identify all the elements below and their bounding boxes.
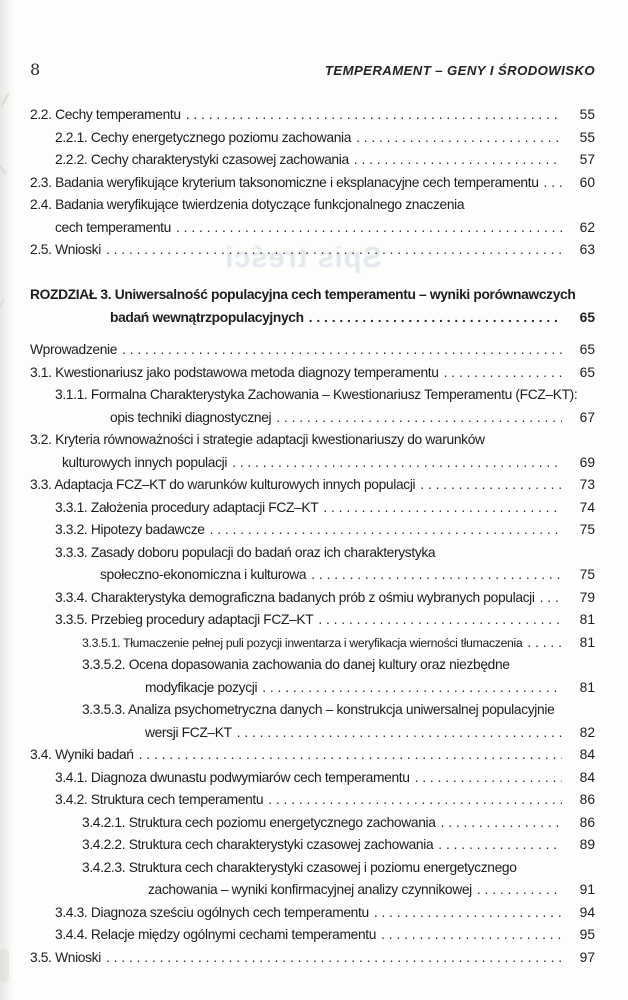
toc-page-ref: 82 [579,724,595,740]
dot-leader [354,149,562,172]
toc-page-ref: 86 [579,814,595,830]
toc-row-continuation [30,879,595,902]
toc-entry-text: 3.3.2. Hipotezy badawcze [55,522,205,537]
toc-row [30,497,595,520]
toc-page-ref: 95 [579,927,595,942]
toc-page-ref: 55 [579,107,595,122]
dot-leader [444,362,562,385]
scan-edge-shadow [0,0,14,1000]
toc-page-ref: 55 [579,129,595,145]
scan-artifact [0,948,9,982]
toc-entry-text: 2.5. Wnioski [30,242,101,257]
toc-entry-text: 2.2.1. Cechy energetycznego poziomu zachowania [55,129,352,145]
dot-leader [106,239,562,262]
toc-row [30,857,595,880]
toc-page-ref: 81 [579,612,595,627]
toc-row [30,127,595,150]
toc-row [30,902,595,925]
toc-entry-text: 2.2. Cechy temperamentu [30,107,181,122]
chapter-heading-row [30,307,595,330]
toc-entry-text: społeczno-ekonomiczna i kulturowa [100,567,307,582]
toc-entry-text: 3.4.2.1. Struktura cech poziomu energetycznego zachowania [82,814,436,830]
toc-entry-text: 3.1. Kwestionariusz jako podstawowa metoda diagnozy temperamentu [30,364,439,380]
toc-row [30,699,595,722]
toc-page-ref: 67 [579,409,595,425]
toc-entry-text: 2.4. Badania weryfikujące twierdzenia dotyczące funkcjonalnego znaczenia [30,197,465,212]
chapter-heading-text: ROZDZIAŁ 3. Uniwersalność populacyjna cech temperamentu – wyniki porównawczych [30,287,576,302]
toc-page-ref: 91 [579,882,595,897]
dot-leader [232,452,562,475]
toc-entry-text: zachowania – wyniki konfirmacyjnej analizy czynnikowej [148,882,472,897]
toc-row-continuation [30,407,595,430]
toc-entry-text: 3.1.1. Formalna Charakterystyka Zachowania – Kwestionariusz Temperamentu (FCZ–KT): [55,387,578,402]
toc-row [30,609,595,632]
running-head-title: TEMPERAMENT – GENY I ŚRODOWISKO [324,63,595,78]
dot-leader [318,609,562,632]
page-number: 8 [30,60,41,79]
dot-leader [276,407,562,430]
toc-row [30,172,595,195]
dot-leader [262,677,562,700]
toc-entry-text: Wprowadzenie [30,342,118,357]
dot-leader [311,564,562,587]
toc-entry-text: 3.5. Wnioski [30,949,101,965]
toc-entry-text: 3.3.3. Zasady doboru populacji do badań oraz ich charakterystyka [55,544,436,560]
toc-entry-text: 3.3.5. Przebieg procedury adaptacji FCZ–KT [55,612,314,627]
dot-leader [477,879,562,902]
toc-page-ref: 73 [579,477,595,492]
toc-page-ref: 97 [579,949,595,965]
toc-row-continuation [30,217,595,240]
toc-page-ref: 75 [579,567,595,582]
toc-row [30,542,595,565]
toc-row [30,339,595,362]
dot-leader [438,834,562,857]
toc-entry-text: 3.4.4. Relacje między ogólnymi cechami temperamentu [55,927,377,942]
toc-page-ref: 84 [579,769,595,785]
toc-row [30,519,595,542]
toc-page-ref: 89 [579,837,595,852]
toc-row [30,789,595,812]
dot-leader [309,307,562,330]
toc-page-ref: 81 [579,679,595,695]
dot-leader [381,924,562,947]
toc-page-ref: 63 [579,242,595,257]
toc-page-ref: 79 [579,589,595,605]
dot-leader [122,339,562,362]
toc-page-ref: 84 [579,747,595,762]
toc-row-continuation [30,564,595,587]
dot-leader [176,217,562,240]
dot-leader [237,722,562,745]
toc-entry-text: opis techniki diagnostycznej [110,409,272,425]
dot-leader [323,497,562,520]
dot-leader [374,902,562,925]
toc-page-ref: 62 [579,219,595,235]
toc-entry-text: 3.4.2.2. Struktura cech charakterystyki czasowej zachowania [82,837,434,852]
section-gap [30,329,595,339]
toc-row [30,429,595,452]
toc-entry-text: 3.3.5.3. Analiza psychometryczna danych – konstrukcja uniwersalnej populacyjnie [82,702,555,717]
toc-entry-text: 3.3.5.1. Tłumaczenie pełnej puli pozycji inwentarza i weryfikacja wierności tłumaczenia [82,635,523,650]
toc-entry-text: 2.2.2. Cechy charakterystyki czasowej zachowania [55,152,349,167]
toc-page-ref: 74 [579,499,595,515]
toc-page-ref: 69 [579,454,595,470]
dot-leader [420,474,562,497]
toc-page-ref: 65 [579,342,595,357]
toc-entry-text: 2.3. Badania weryfikujące kryterium taksonomiczne i eksplanacyjne cech temperamentu [30,174,539,190]
toc-row-continuation [30,452,595,475]
toc-entry-text: modyfikacje pozycji [145,679,258,695]
toc-entry-text: cech temperamentu [55,219,171,235]
toc-row [30,924,595,947]
dot-leader [106,947,562,970]
toc-page-ref: 75 [579,522,595,537]
toc-row [30,149,595,172]
dot-leader [356,127,562,150]
chapter-heading-text: badań wewnątrzpopulacyjnych [110,309,304,325]
dot-leader [415,767,562,790]
toc-row [30,587,595,610]
dot-leader [186,104,562,127]
dot-leader [544,172,562,195]
toc-row-continuation [30,722,595,745]
toc-page-ref: 60 [579,174,595,190]
dot-leader [527,632,562,655]
section-gap [30,262,595,285]
toc-entry-text: 3.3.4. Charakterystyka demograficzna badanych prób z ośmiu wybranych populacji [55,589,535,605]
toc-row [30,812,595,835]
toc-entry-text: 3.3. Adaptacja FCZ–KT do warunków kulturowych innych populacji [30,477,416,492]
toc-entry-text: 3.4.1. Diagnoza dwunastu podwymiarów cech temperamentu [55,769,410,785]
dot-leader [441,812,562,835]
toc-row-continuation [30,677,595,700]
page-header [30,60,595,79]
toc-row [30,744,595,767]
toc-entry-text: 3.3.5.2. Ocena dopasowania zachowania do danej kultury oraz niezbędne [82,657,510,672]
dot-leader [210,519,562,542]
toc-row [30,194,595,217]
table-of-contents [30,104,595,969]
toc-page-ref: 65 [579,364,595,380]
toc-entry-text: 3.4.3. Diagnoza sześciu ogólnych cech temperamentu [55,904,369,920]
toc-row [30,362,595,385]
toc-entry-text: 3.2. Kryteria równoważności i strategie adaptacji kwestionariuszy do warunków [30,432,485,447]
toc-page-ref: 65 [579,309,595,325]
toc-row [30,474,595,497]
toc-page-ref: 57 [579,152,595,167]
toc-page-ref: 86 [579,792,595,807]
toc-entry-text: 3.3.1. Założenia procedury adaptacji FCZ–KT [55,499,319,515]
toc-row [30,767,595,790]
toc-page-ref: 81 [579,634,595,650]
toc-row [30,834,595,857]
toc-row [30,654,595,677]
dot-leader [540,587,562,610]
toc-row [30,239,595,262]
dot-leader [268,789,562,812]
toc-entry-text: wersji FCZ–KT [145,724,232,740]
toc-row [30,632,595,655]
bleedthrough-ghost-text: Spis treści [224,242,382,274]
toc-row [30,384,595,407]
toc-entry-text: 3.4. Wyniki badań [30,747,134,762]
toc-row [30,947,595,970]
toc-row [30,104,595,127]
toc-entry-text: 3.4.2.3. Struktura cech charakterystyki czasowej i poziomu energetycznego [82,859,517,875]
toc-page-ref: 94 [579,904,595,920]
chapter-heading-row [30,284,595,307]
toc-entry-text: kulturowych innych populacji [62,454,228,470]
dot-leader [139,744,562,767]
toc-entry-text: 3.4.2. Struktura cech temperamentu [55,792,264,807]
